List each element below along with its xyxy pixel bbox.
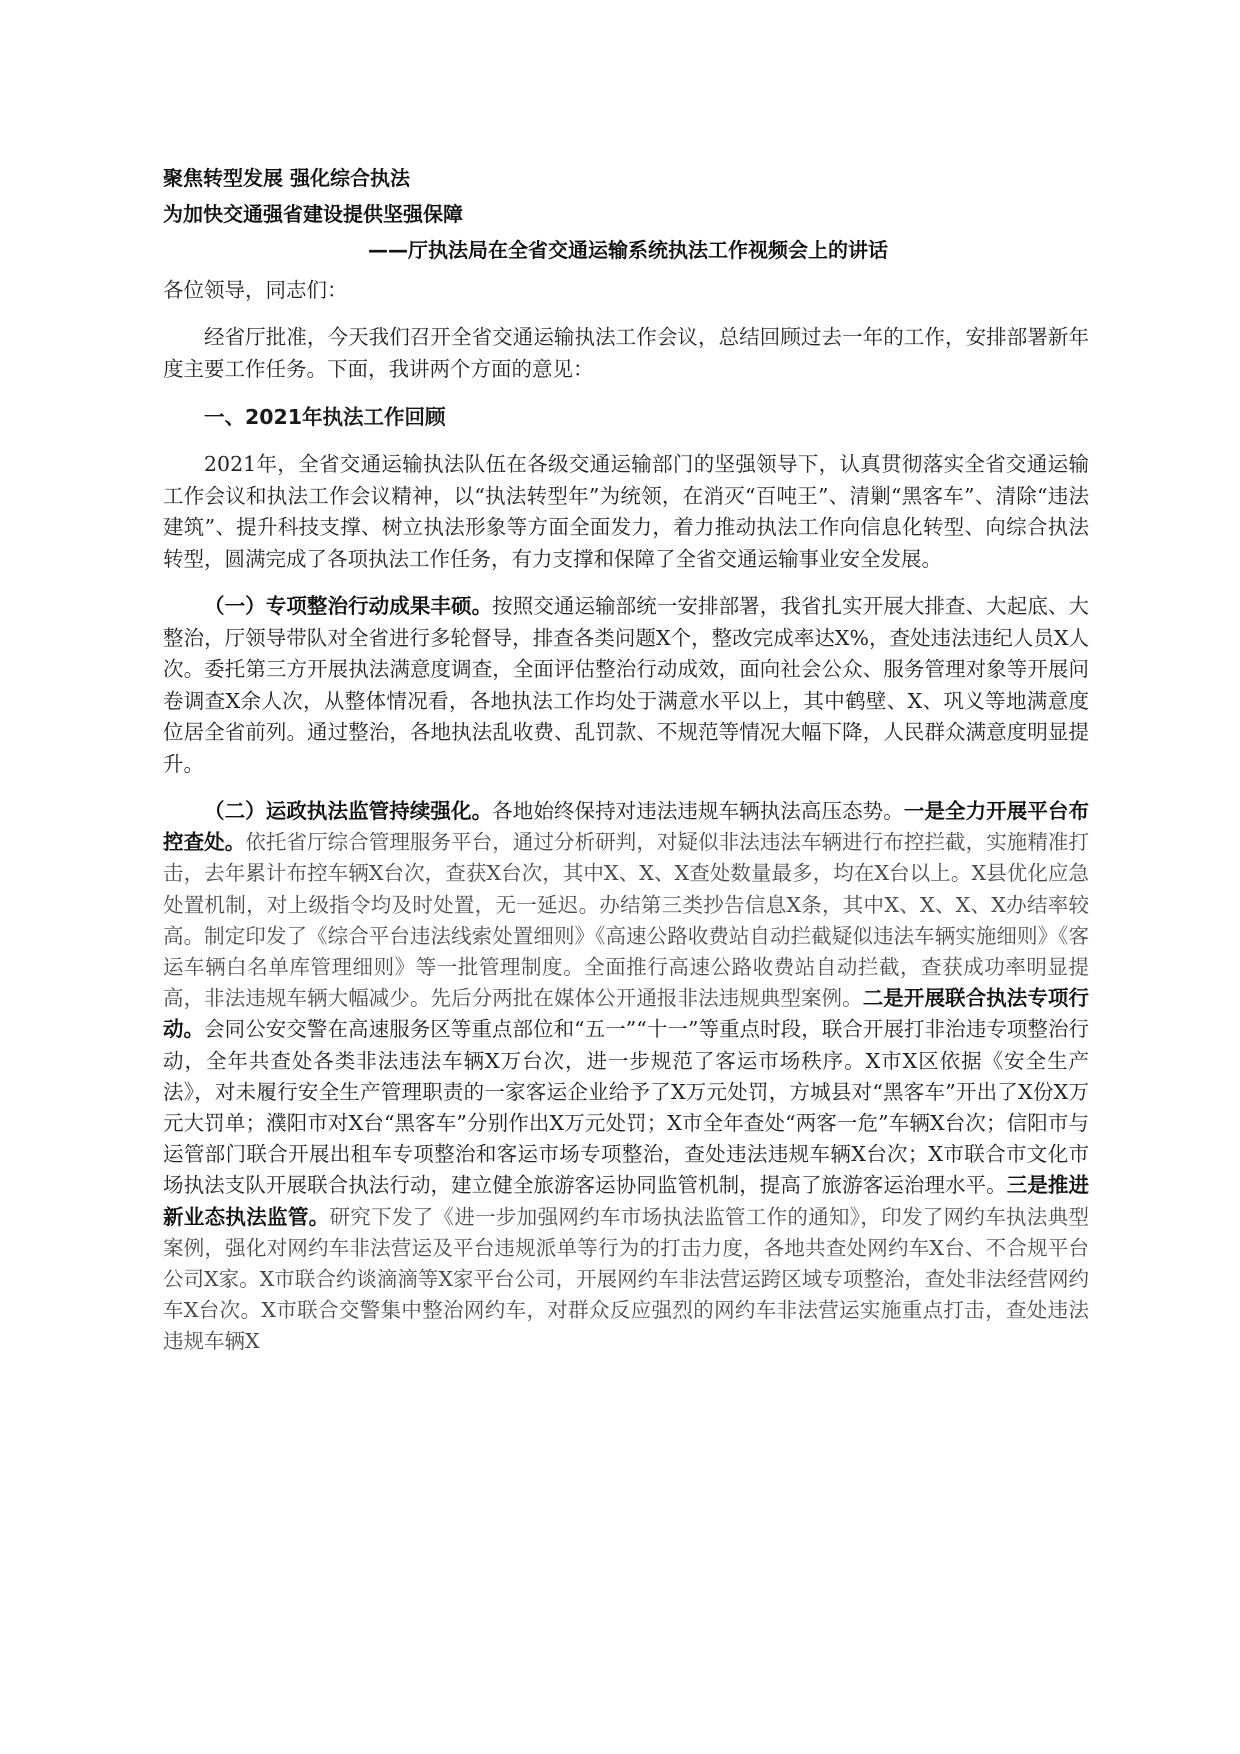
item-2-sub3-text: 研究下发了《进一步加强网约车市场执法监管工作的通知》，印发了网约车执法典型案例，强化对网约车非法营运及平台违规派单等行为的打击力度，各地共查处网约车X台、不合规平台公司X家。X市联合约谈滴滴等X家平台公司，开展网约车非法营运跨区域专项整治，查处非法经营网约车X台次。X市联合交警集中整治网约车，对群众反应强烈的网约车非法营运实施重点打击，查处违法违规车辆X — [163, 1204, 1089, 1354]
item-2-sub1-lead: 一是全力开展平台布控查处。 — [163, 799, 1090, 855]
item-2-text: 各地始终保持对违法违规车辆执法高压态势。 — [492, 799, 904, 823]
section-intro-paragraph: 2021年，全省交通运输执法队伍在各级交通运输部门的坚强领导下，认真贯彻落实全省交通运输工作会议和执法工作会议精神，以“执法转型年”为统领，在消灭“百吨王”、清剿“黑客车”、清除“违法建筑”、提升科技支撑、树立执法形象等方面全面发力，着力推动执法工作向信息化转型、向综合执法转型，圆满完成了各项执法工作任务，有力支撑和保障了全省交通运输事业安全发展。 — [163, 452, 1089, 571]
item-2-lead: （二）运政执法监管持续强化。 — [204, 799, 493, 823]
salutation: 各位领导，同志们： — [163, 278, 348, 302]
item-1-paragraph — [163, 591, 1089, 780]
item-2-sub3-lead: 三是推进新业态执法监管。 — [163, 1173, 1090, 1229]
document-header — [163, 160, 1083, 268]
item-1-lead: （一）专项整治行动成果丰硕。 — [204, 594, 493, 618]
item-2-sub2-text: 会同公安交警在高速服务区等重点部位和“五一”“十一”等重点时段，联合开展打非治违专项整治行动，全年共查处各类非法违法车辆X万台次，进一步规范了客运市场秩序。X市X区依据《安全生产法》，对未履行安全生产管理职责的一家客运企业给予了X万元处罚，方城县对“黑客车”开出了X份X万元大罚单；濮阳市对X台“黑客车”分别作出X万元处罚；X市全年查处“两客一危”车辆X台次；信阳市与运管部门联合开展出租车专项整治和客运市场专项整治，查处违法违规车辆X台次；X市联合市文化市场执法支队开展联合执法行动，建立健全旅游客运协同监管机制，提高了旅游客运治理水平。 — [163, 1017, 1090, 1198]
document-subtitle: ——厅执法局在全省交通运输系统执法工作视频会上的讲话 — [368, 238, 888, 262]
section-heading: 一、2021年执法工作回顾 — [204, 405, 446, 429]
item-2-paragraph — [163, 796, 1089, 1358]
document-body — [163, 274, 1089, 1374]
title-line-1: 聚焦转型发展 强化综合执法 — [163, 166, 410, 190]
intro-paragraph: 经省厅批准，今天我们召开全省交通运输执法工作会议，总结回顾过去一年的工作，安排部署新年度主要工作任务。下面，我讲两个方面的意见： — [163, 325, 1089, 381]
title-line-2: 为加快交通强省建设提供坚强保障 — [163, 202, 463, 226]
item-1-text: 按照交通运输部统一安排部署，我省扎实开展大排查、大起底、大整治，厅领导带队对全省进行多轮督导，排查各类问题X个，整改完成率达X%，查处违法违纪人员X人次。委托第三方开展执法满意度调查，全面评估整治行动成效，面向社会公众、服务管理对象等开展问卷调查X余人次，从整体情况看，各地执法工作均处于满意水平以上，其中鹤壁、X、巩义等地满意度位居全省前列。通过整治，各地执法乱收费、乱罚款、不规范等情况大幅下降，人民群众满意度明显提升。 — [163, 594, 1090, 776]
item-2-sub2-lead: 二是开展联合执法专项行动。 — [163, 986, 1089, 1042]
item-2-sub1-text: 依托省厅综合管理服务平台，通过分析研判，对疑似非法违法车辆进行布控拦截，实施精准打击，去年累计布控车辆X台次，查获X台次，其中X、X、X查处数量最多，均在X台以上。X县优化应急处置机制，对上级指令均及时处置，无一延迟。办结第三类抄告信息X条，其中X、X、X、X办结率较高。制定印发了《综合平台违法线索处置细则》《高速公路收费站自动拦截疑似违法车辆实施细则》《客运车辆白名单库管理细则》等一批管理制度。全面推行高速公路收费站自动拦截，查获成功率明显提高，非法违规车辆大幅减少。先后分两批在媒体公开通报非法违规典型案例。 — [163, 830, 1090, 1011]
